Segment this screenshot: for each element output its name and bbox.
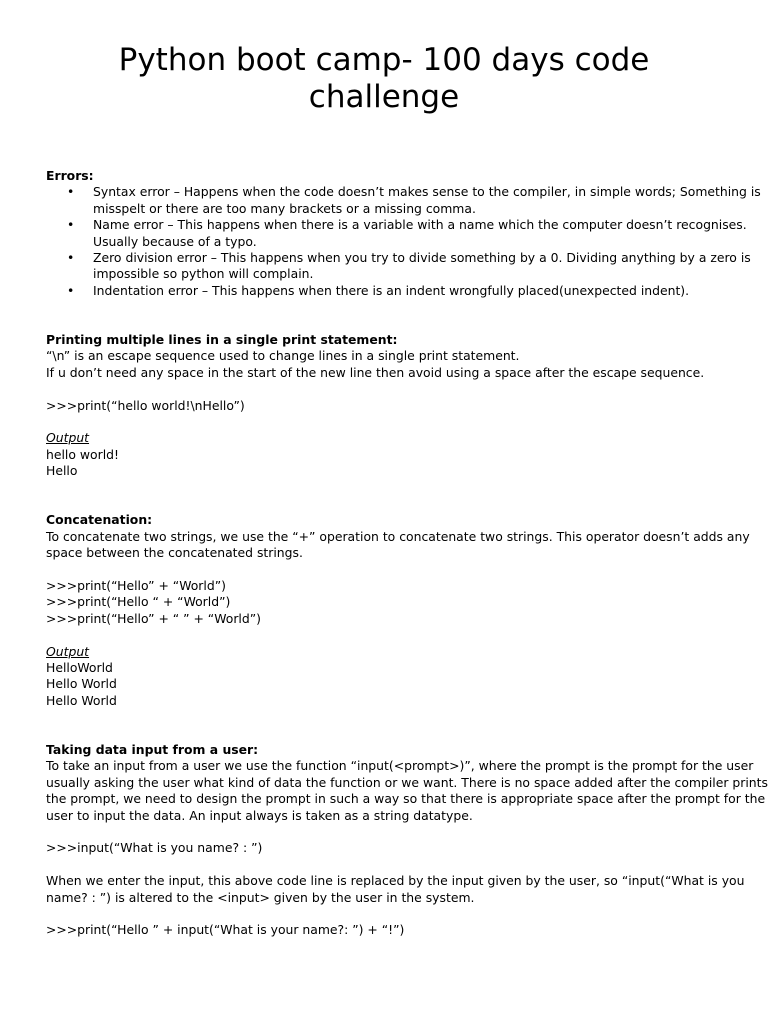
concat-heading: Concatenation: [46,512,153,528]
bullet-icon: • [67,184,75,200]
list-item-text: Syntax error – Happens when the code doesn’t makes sense to the compiler, in simple words; Something is [93,184,761,200]
input-para-line: the prompt, we need to design the prompt in such a way so that there is appropriate space after the prompt for the [46,791,766,807]
printing-heading: Printing multiple lines in a single print statement: [46,332,398,348]
title-line-2: challenge [308,79,460,115]
printing-line-1: “\n” is an escape sequence used to change lines in a single print statement. [46,348,520,364]
bullet-icon: • [67,282,75,298]
input-code-2: >>>print(“Hello ” + input(“What is your name?: ”) + “!”) [46,922,405,938]
input-heading: Taking data input from a user: [46,742,259,758]
list-item-text: Name error – This happens when there is a variable with a name which the computer doesn’t recognises. [93,217,747,233]
concat-output-label: Output [46,643,90,659]
list-item-text: Zero division error – This happens when you try to divide something by a 0. Dividing anything by a zero is [93,250,751,266]
printing-code: >>>print(“hello world!\nHello”) [46,397,245,413]
input-code-1: >>>input(“What is you name? : ”) [46,840,263,856]
printing-output-line: Hello [46,463,78,479]
input-para2-line: name? : ”) is altered to the <input> given by the user in the system. [46,889,475,905]
bullet-icon: • [67,250,75,266]
concat-code-line: >>>print(“Hello” + “ ” + “World”) [46,610,261,626]
concat-output-line: HelloWorld [46,660,113,676]
printing-output-line: hello world! [46,446,119,462]
input-para-line: To take an input from a user we use the function “input(<prompt>)”, where the prompt is the prompt for the user [46,758,754,774]
list-item-text: impossible so python will complain. [93,266,314,282]
bullet-icon: • [67,217,75,233]
list-item-text: Usually because of a typo. [93,233,257,249]
list-item-text: misspelt or there are too many brackets or a missing comma. [93,200,476,216]
errors-heading: Errors: [46,168,94,183]
list-item-text: Indentation error – This happens when there is an indent wrongfully placed(unexpected indent). [93,282,690,298]
errors-list [46,184,761,299]
document-body [46,168,768,939]
list-item [46,184,761,217]
concat-output-line: Hello World [46,676,117,692]
list-item [46,217,747,250]
title-line-1: Python boot camp- 100 days code [118,42,650,78]
list-item [46,250,751,283]
input-para-line: user to input the data. An input always is taken as a string datatype. [46,807,473,823]
printing-output-label: Output [46,430,90,446]
printing-line-2: If u don’t need any space in the start of the new line then avoid using a space after the escape sequence. [46,364,705,380]
concat-code-line: >>>print(“Hello “ + “World”) [46,594,231,610]
concat-line-2: space between the concatenated strings. [46,545,303,561]
input-para2-line: When we enter the input, this above code line is replaced by the input given by the user, so “input(“What is you [46,873,745,889]
list-item [46,283,726,299]
concat-line-1: To concatenate two strings, we use the “+” operation to concatenate two strings. This operator doesn’t adds any [46,528,750,544]
concat-code-line: >>>print(“Hello” + “World”) [46,578,226,594]
input-para-line: usually asking the user what kind of data the function or we want. There is no space added after the compiler prints [46,774,768,790]
page-title [0,42,768,116]
concat-output-line: Hello World [46,692,117,708]
